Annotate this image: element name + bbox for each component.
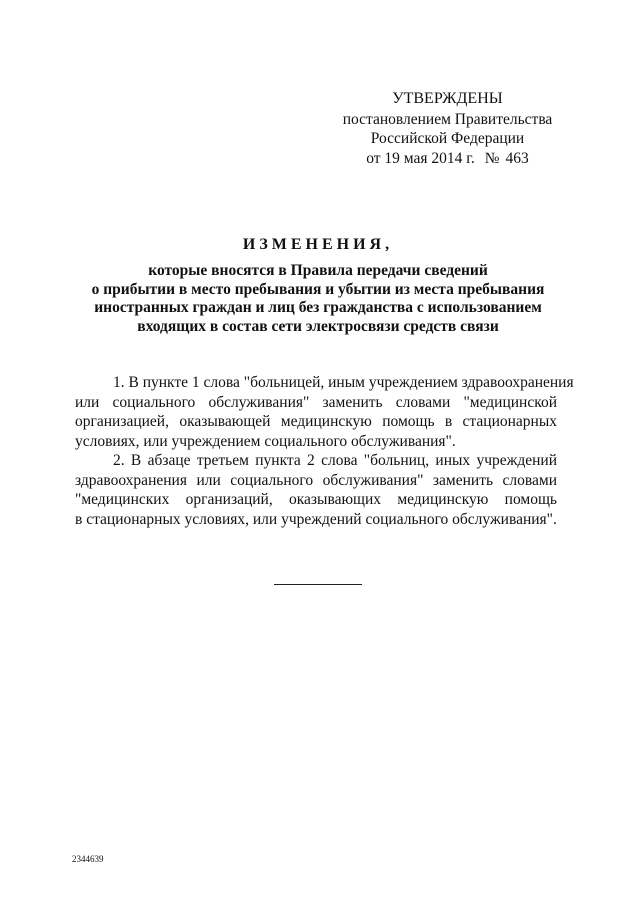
paragraph-line: 1. В пункте 1 слова "больницей, иным учреждением здравоохранения [113,374,574,391]
approval-line-2: Российской Федерации [370,130,525,147]
document-body [75,373,574,529]
title-heading: ИЗМЕНЕНИЯ, [242,236,394,253]
amendment-item-1 [75,373,574,451]
approval-line-1: постановлением Правительства [342,110,553,128]
paragraph-line: в стационарных условиях, или учреждений социального обслуживания". [75,510,557,528]
document-title [60,234,576,336]
approval-date: от 19 мая 2014 г. [366,149,475,167]
paragraph-line: здравоохранения или социального обслуживания" заменить словами [75,471,557,489]
paragraph-line: 2. В абзаце третьем пункта 2 слова "больниц, иных учреждений [113,452,557,469]
amendment-item-2 [75,451,557,529]
paragraph-line: условиях, или учреждением социального обслуживания". [75,432,456,450]
subtitle-line: иностранных граждан и лиц без гражданства с использованием [94,299,542,316]
approval-number-sign: № [484,149,500,167]
approval-heading: УТВЕРЖДЕНЫ [392,90,503,107]
paragraph-line: "медицинских организаций, оказывающих медицинскую помощь [75,491,557,508]
document-number: 2344639 [72,854,104,864]
subtitle-line: входящих в состав сети электросвязи средств связи [137,317,499,335]
approval-date-line [340,149,555,169]
end-divider [274,584,362,585]
paragraph-line: организацией, оказывающей медицинскую помощь в стационарных [75,413,557,430]
title-subtitle [60,262,576,336]
approval-stamp [340,89,555,168]
subtitle-line: которые вносятся в Правила передачи сведений [148,262,488,279]
paragraph-line: или социального обслуживания" заменить словами "медицинской [75,393,557,411]
approval-number: 463 [505,149,529,167]
subtitle-line: о прибытии в место пребывания и убытии из места пребывания [91,280,545,298]
